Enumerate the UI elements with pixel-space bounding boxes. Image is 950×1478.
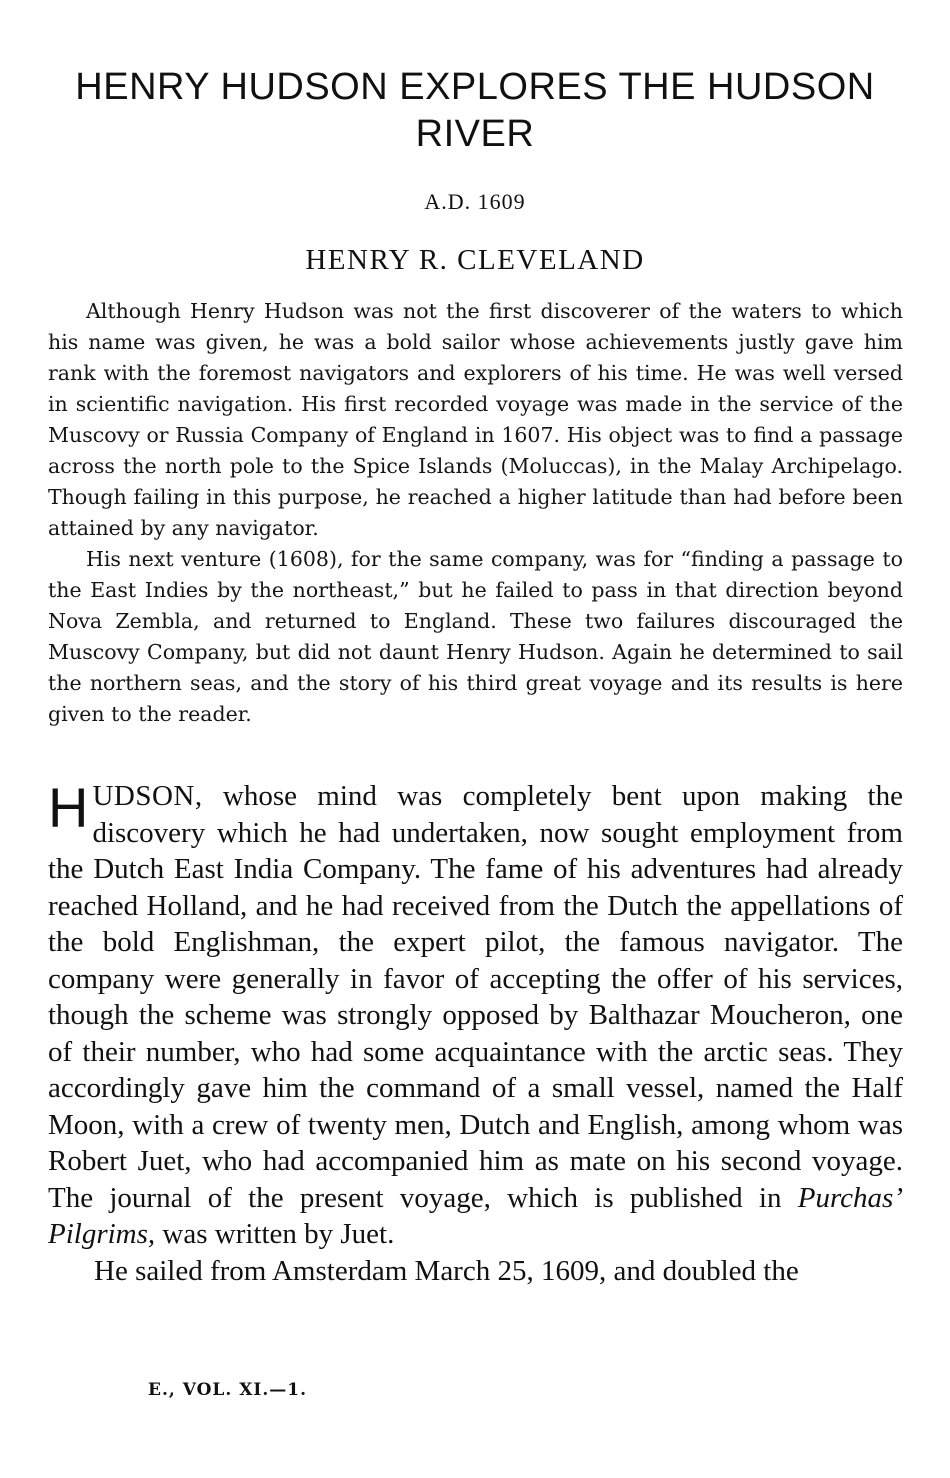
main-text — [48, 778, 903, 1289]
lead-caps: UDSON, — [92, 780, 203, 812]
book-title-italic: Purchas’ Pilgrims, — [48, 1181, 903, 1250]
body-paragraph-1-text: whose mind was completely bent upon making the discovery which he had undertaken, now sought employment from the Dutch East India Company. The fame of his adventures had already reached Holland, and he had received from the Dutch the appellations of the bold Englishman, the expert pilot, the famous navigator. The company were generally in favor of accepting the offer of his services, though the scheme was strongly opposed by Balthazar Moucheron, one of their number, who had some acquaintance with the arctic seas. They accordingly gave him the command of a small vessel, named the Half Moon, with a crew of twenty men, Dutch and English, among whom was Robert Juet, who had accompanied him as mate on his second voyage. The journal of the present voyage, which is published in — [48, 780, 903, 1214]
chapter-date: A.D. 1609 — [424, 189, 526, 214]
chapter-title: HENRY HUDSON EXPLORES THE HUDSON RIVER — [75, 66, 875, 155]
body-paragraph-1-end: was written by Juet. — [155, 1218, 395, 1250]
intro-paragraph-2: His next venture (1608), for the same company, was for “finding a passage to the East Indies by the northeast,” but he failed to pass in that direction beyond Nova Zembla, and returned to England. These two failures discouraged the Muscovy Company, but did not daunt Henry Hudson. Again he determined to sail the northern seas, and the story of his third great voyage and its results is here given to the reader. — [48, 547, 903, 726]
chapter-author: HENRY R. CLEVELAND — [305, 244, 645, 276]
introduction — [48, 296, 903, 730]
body-paragraph-2: He sailed from Amsterdam March 25, 1609, and doubled the — [94, 1254, 799, 1287]
intro-paragraph-1: Although Henry Hudson was not the first discoverer of the waters to which his name was given, he was a bold sailor whose achievements justly gave him rank with the foremost navigators and explorers of his time. He was well versed in scientific navigation. His first recorded voyage was made in the service of the Muscovy or Russia Company of England in 1607. His object was to find a passage across the north pole to the Spice Islands (Moluccas), in the Malay Archipelago. Though failing in this purpose, he reached a higher latitude than had before been attained by any navigator. — [48, 299, 903, 540]
drop-cap: H — [48, 776, 89, 839]
body-paragraph-1 — [48, 778, 903, 1253]
signature-mark: E., VOL. XI.—1. — [148, 1380, 308, 1400]
